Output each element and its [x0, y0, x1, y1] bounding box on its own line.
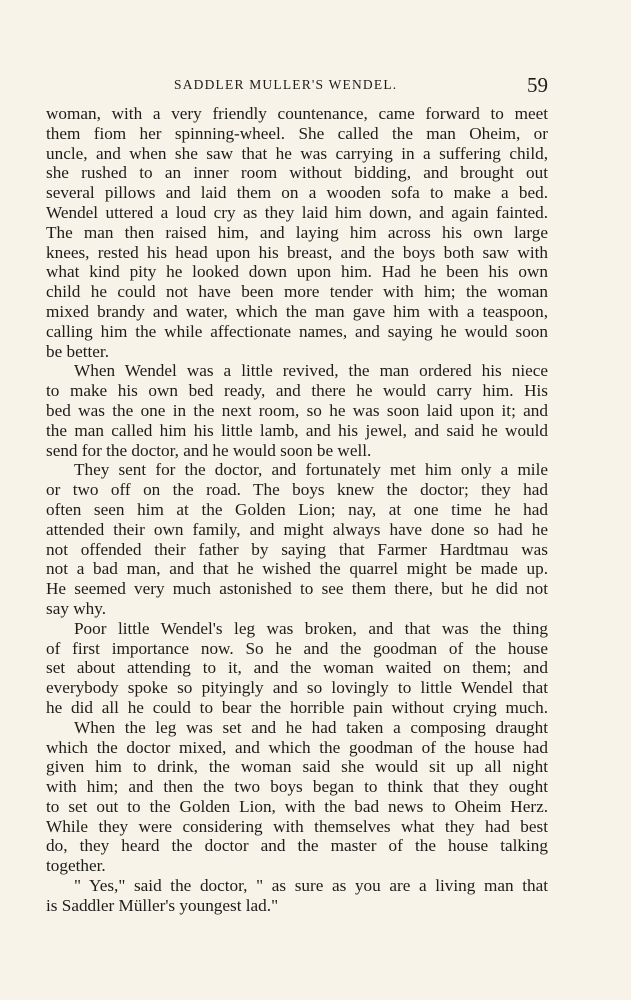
text-line: he did all he could to bear the horrible pain without crying much.: [46, 697, 548, 717]
body-text: [46, 104, 548, 916]
text-line: is Saddler Müller's youngest lad.": [46, 895, 279, 915]
text-line: to set out to the Golden Lion, with the bad news to Oheim Herz.: [46, 796, 548, 816]
text-line: which the doctor mixed, and which the goodman of the house had: [46, 737, 548, 757]
text-line: uncle, and when she saw that he was carrying in a suffering child,: [46, 143, 548, 163]
text-line: what kind pity he looked down upon him. Had he been his own: [46, 262, 548, 282]
text-line: The man then raised him, and laying him across his own large: [46, 222, 548, 242]
text-line: knees, rested his head upon his breast, and the boys both saw with: [46, 242, 548, 262]
text-line: given him to drink, the woman said she would sit up all night: [46, 757, 548, 777]
text-line: mixed brandy and water, which the man gave him with a teaspoon,: [46, 301, 548, 321]
text-line: attended their own family, and might always have done so had he: [46, 519, 548, 539]
text-line: she rushed to an inner room without bidding, and brought out: [46, 163, 548, 183]
text-line: Wendel uttered a loud cry as they laid him down, and again fainted.: [46, 202, 548, 222]
running-head: SADDLER MULLER'S WENDEL.: [174, 77, 398, 92]
page-header: [44, 72, 548, 98]
text-line: send for the doctor, and he would soon be well.: [46, 440, 372, 460]
text-line: do, they heard the doctor and the master of the house talking: [46, 836, 548, 856]
text-line: the man called him his little lamb, and his jewel, and said he would: [46, 420, 548, 440]
text-line: child he could not have been more tender with him; the woman: [46, 282, 548, 302]
text-line: He seemed very much astonished to see them there, but he did not: [46, 579, 548, 599]
text-line: They sent for the doctor, and fortunately met him only a mile: [74, 460, 548, 480]
text-line: bed was the one in the next room, so he was soon laid upon it; and: [46, 400, 548, 420]
text-line: to make his own bed ready, and there he would carry him. His: [46, 381, 548, 401]
text-line: be better.: [46, 341, 109, 361]
text-line: While they were considering with themselves what they had best: [46, 816, 548, 836]
text-line: " Yes," said the doctor, " as sure as you are a living man that: [74, 876, 548, 896]
text-line: Poor little Wendel's leg was broken, and that was the thing: [74, 618, 548, 638]
text-line: calling him the while affectionate names, and saying he would soon: [46, 321, 548, 341]
text-line: When the leg was set and he had taken a composing draught: [74, 717, 548, 737]
text-line: everybody spoke so pityingly and so lovingly to little Wendel that: [46, 678, 548, 698]
text-line: not offended their father by saying that Farmer Hardtmau was: [46, 539, 548, 559]
page-number: 59: [527, 73, 548, 97]
text-line: them fiom her spinning-wheel. She called the man Oheim, or: [46, 123, 548, 143]
text-line: often seen him at the Golden Lion; nay, at one time he had: [46, 499, 548, 519]
text-line: together.: [46, 856, 106, 876]
text-line: or two off on the road. The boys knew the doctor; they had: [46, 480, 548, 500]
text-line: woman, with a very friendly countenance, came forward to meet: [46, 104, 548, 123]
text-line: of first importance now. So he and the goodman of the house: [46, 638, 548, 658]
text-line: several pillows and laid them on a wooden sofa to make a bed.: [46, 183, 548, 203]
text-line: set about attending to it, and the woman waited on them; and: [46, 658, 548, 678]
text-line: When Wendel was a little revived, the man ordered his niece: [74, 361, 548, 381]
text-line: say why.: [46, 598, 106, 618]
text-line: with him; and then the two boys began to think that they ought: [46, 777, 548, 797]
text-line: not a bad man, and that he wished the quarrel might be made up.: [46, 559, 548, 579]
